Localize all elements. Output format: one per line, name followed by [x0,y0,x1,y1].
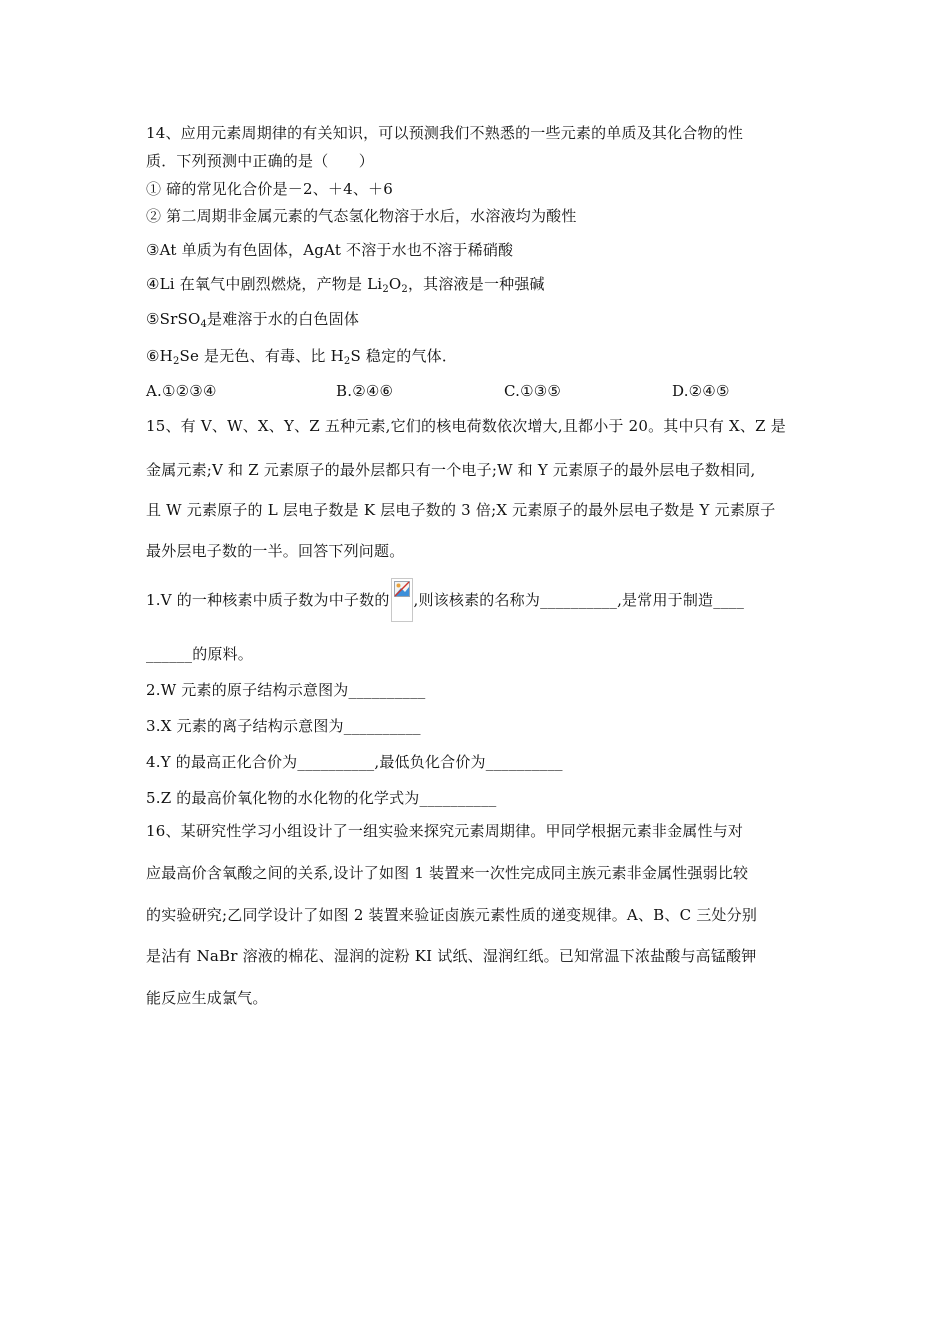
q14-option-d: D.②④⑤ [672,382,730,400]
q15-line1: 15、有 V、W、X、Y、Z 五种元素,它们的核电荷数依次增大,且都小于 20。其中只有 X、Z 是 [146,417,786,435]
q14-item2: ② 第二周期非金属元素的气态氢化物溶于水后，水溶液均为酸性 [146,207,577,225]
q14-stem-line1: 14、应用元素周期律的有关知识，可以预测我们不熟悉的一些元素的单质及其化合物的性 [146,124,744,142]
q14-stem-line2: 质．下列预测中正确的是（ ） [146,152,375,170]
q15-sub1 [146,578,744,622]
q15-sub4: 4.Y 的最高正化合价为__________,最低负化合价为__________ [146,753,563,771]
q14-option-a: A.①②③④ [146,382,217,400]
q14-item6-c: S 稳定的气体． [350,347,458,365]
q14-item6-a: ⑥H [146,347,173,365]
q14-item4 [146,274,545,294]
q14-item5-a: ⑤SrSO [146,310,201,328]
q15-sub1-cont: ______的原料。 [146,645,254,663]
q15-sub1-b: ,则该核素的名称为__________,是常用于制造____ [413,591,745,609]
q14-item4-a: ④Li 在氧气中剧烈燃烧，产物是 Li [146,275,383,293]
q14-item6-b: Se 是无色、有毒、比 H [179,347,344,365]
q14-item4-b: O [388,275,402,293]
q14-item5 [146,309,359,329]
q15-sub2: 2.W 元素的原子结构示意图为__________ [146,681,426,699]
q15-sub3: 3.X 元素的离子结构示意图为__________ [146,717,421,735]
q14-item3: ③At 单质为有色固体，AgAt 不溶于水也不溶于稀硝酸 [146,241,514,259]
q15-line4: 最外层电子数的一半。回答下列问题。 [146,542,405,560]
q14-item4-sub2: 2 [401,284,408,295]
q14-option-b: B.②④⑥ [336,382,394,400]
broken-image-icon [391,578,413,622]
q14-options [146,381,766,401]
q16-line2: 应最高价含氧酸之间的关系,设计了如图 1 装置来一次性完成同主族元素非金属性强弱比较 [146,864,749,882]
q16-line1: 16、某研究性学习小组设计了一组实验来探究元素周期律。甲同学根据元素非金属性与对 [146,822,744,840]
q15-line3: 且 W 元素原子的 L 层电子数是 K 层电子数的 3 倍;X 元素原子的最外层电子数是 Y 元素原子 [146,501,776,519]
q16-line3: 的实验研究;乙同学设计了如图 2 装置来验证卤族元素性质的递变规律。A、B、C 三处分别 [146,906,758,924]
q14-item5-sub: 4 [200,319,208,330]
q16-line5: 能反应生成氯气。 [146,989,268,1007]
q14-item5-b: 是难溶于水的白色固体 [207,310,360,328]
q15-sub5: 5.Z 的最高价氧化物的水化物的化学式为__________ [146,789,497,807]
q15-sub1-a: 1.V 的一种核素中质子数为中子数的 [146,591,390,609]
q14-item6-sub1: 2 [172,356,180,367]
q14-option-c: C.①③⑤ [504,382,562,400]
q14-item4-sub1: 2 [382,284,389,295]
q14-item1: ① 碲的常见化合价是－2、＋4、＋6 [146,180,393,198]
q14-item6-sub2: 2 [343,356,351,367]
q14-item6 [146,346,457,366]
q16-line4: 是沾有 NaBr 溶液的棉花、湿润的淀粉 KI 试纸、湿润红纸。已知常温下浓盐酸与高锰酸钾 [146,947,757,965]
q15-line2: 金属元素;V 和 Z 元素原子的最外层都只有一个电子;W 和 Y 元素原子的最外层电子数相同, [146,461,756,479]
q14-item4-c: ，其溶液是一种强碱 [407,275,545,293]
